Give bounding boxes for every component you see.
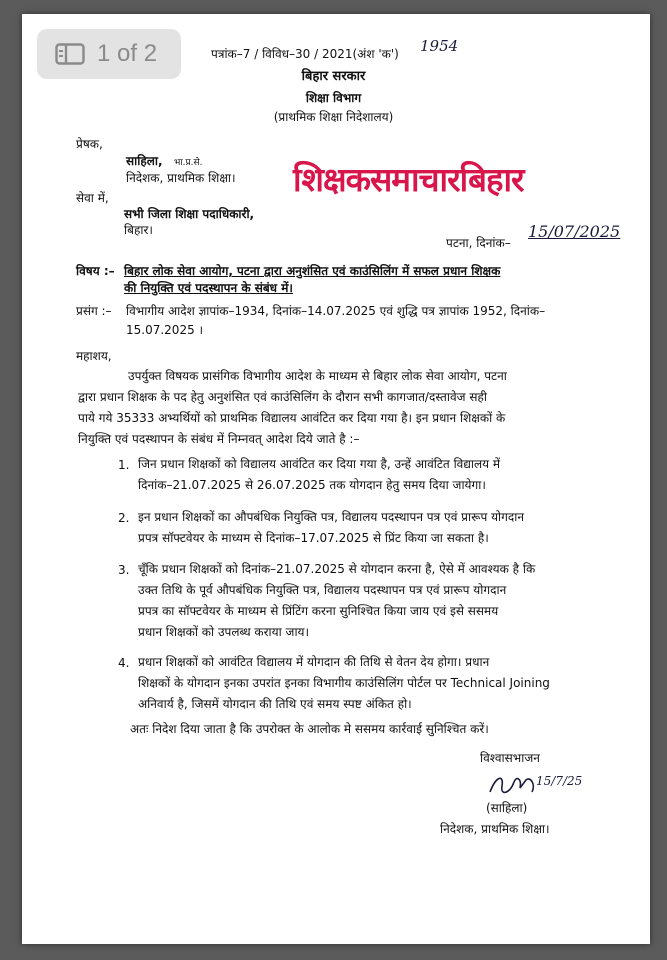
subject-line-1: बिहार लोक सेवा आयोग, पटना द्वारा अनुशंसित एवं काउंसिलिंग में सफल प्रधान शिक्षक: [124, 264, 501, 278]
sender-service: भा.प्र.से.: [174, 158, 203, 168]
subject-line-2: की नियुक्ति एवं पदस्थापन के संबंध में।: [124, 281, 293, 295]
reference-handwritten: 1954: [420, 37, 459, 55]
item-line: उक्त तिथि के पूर्व औपबंधिक नियुक्ति पत्र, विद्यालय पदस्थापन पत्र एवं प्रारूप योगदान: [138, 583, 507, 597]
item-number: 1.: [118, 458, 130, 472]
salutation: महाशय,: [76, 349, 112, 363]
item-line: प्रपत्र सॉफ्टवेयर के माध्यम से दिनांक–17.07.2025 से प्रिंट किया जा सकता है।: [138, 531, 489, 545]
valediction: विश्वासभाजन: [480, 751, 540, 765]
item-line: दिनांक–21.07.2025 से 26.07.2025 तक योगदान हेतु समय दिया जायेगा।: [138, 478, 486, 492]
sender-name: साहिला,: [126, 154, 163, 168]
signature-date: 15/7/25: [536, 774, 583, 788]
sender-label: प्रेषक,: [76, 137, 103, 151]
reference-line-1: विभागीय आदेश ज्ञापांक–1934, दिनांक–14.07.2025 एवं शुद्धि पत्र ज्ञापांक 1952, दिनांक–: [126, 304, 546, 318]
page-indicator-text: 1 of 2: [97, 40, 158, 67]
item-number: 2.: [118, 511, 130, 525]
date-label: पटना, दिनांक–: [446, 236, 511, 250]
date-handwritten: 15/07/2025: [528, 222, 621, 241]
item-line: इन प्रधान शिक्षकों का औपबंधिक नियुक्ति पत्र, विद्यालय पदस्थापन पत्र एवं प्रारूप योगदान: [138, 510, 525, 524]
watermark: शिक्षकसमाचारबिहार: [293, 160, 524, 199]
item-number: 3.: [118, 563, 130, 577]
signatory-designation: निदेशक, प्राथमिक शिक्षा।: [440, 822, 550, 836]
item-line: जिन प्रधान शिक्षकों को विद्यालय आवंटित कर दिया गया है, उन्हें आवंटित विद्यालय में: [138, 457, 501, 471]
pages-icon: [55, 43, 85, 65]
directorate-heading: (प्राथमिक शिक्षा निदेशालय): [273, 110, 394, 124]
closing-instruction: अतः निदेश दिया जाता है कि उपरोक्त के आलोक मे ससमय कार्रवाई सुनिश्चित करें।: [130, 722, 489, 736]
reference-label: प्रसंग :–: [76, 304, 112, 318]
item-line: अनिवार्य है, जिसमें योगदान की तिथि एवं समय स्पष्ट अंकित हो।: [138, 697, 412, 711]
item-line: प्रधान शिक्षकों को उपलब्ध कराया जाय।: [138, 625, 310, 639]
item-line: चूँकि प्रधान शिक्षकों को दिनांक–21.07.2025 से योगदान करना है, ऐसे में आवश्यक है कि: [138, 562, 536, 576]
sender-designation: निदेशक, प्राथमिक शिक्षा।: [126, 171, 236, 185]
item-line: प्रपत्र का सॉफ्टवेयर के माध्यम से प्रिंटिंग करना सुनिश्चित किया जाय एवं इसे ससमय: [138, 604, 499, 618]
item-number: 4.: [118, 656, 130, 670]
subject-label: विषय :–: [76, 264, 115, 278]
reference-line-2: 15.07.2025 ।: [126, 323, 204, 337]
intro-line: उपर्युक्त विषयक प्रासंगिक विभागीय आदेश के माध्यम से बिहार लोक सेवा आयोग, पटना: [128, 369, 507, 383]
recipient-state: बिहार।: [124, 223, 153, 237]
item-line: शिक्षकों के योगदान इनका उपरांत इनका विभागीय काउंसिलिंग पोर्टल पर Technical Joining: [138, 676, 550, 690]
reference-number: पत्रांक–7 / विविध–30 / 2021(अंश 'क'): [211, 47, 399, 61]
intro-line: पाये गये 35333 अभ्यर्थियों को प्राथमिक विद्यालय आवंटित कर दिया गया है। इन प्रधान शिक्षकों के: [78, 411, 506, 425]
recipient-label: सेवा में,: [76, 191, 109, 205]
government-heading: बिहार सरकार: [301, 69, 366, 84]
item-line: प्रधान शिक्षकों को आवंटित विद्यालय में योगदान की तिथि से वेतन देय होगा। प्रधान: [138, 655, 490, 669]
intro-line: द्वारा प्रधान शिक्षक के पद हेतु अनुशंसित एवं काउंसिलिंग के दौरान सभी कागजात/दस्तावेज सही: [78, 390, 487, 404]
intro-line: नियुक्ति एवं पदस्थापन के संबंध में निम्नवत् आदेश दिये जाते है :–: [78, 432, 360, 446]
recipient: सभी जिला शिक्षा पदाधिकारी,: [124, 207, 255, 221]
signatory-name: (साहिला): [486, 801, 528, 815]
department-heading: शिक्षा विभाग: [305, 91, 362, 105]
